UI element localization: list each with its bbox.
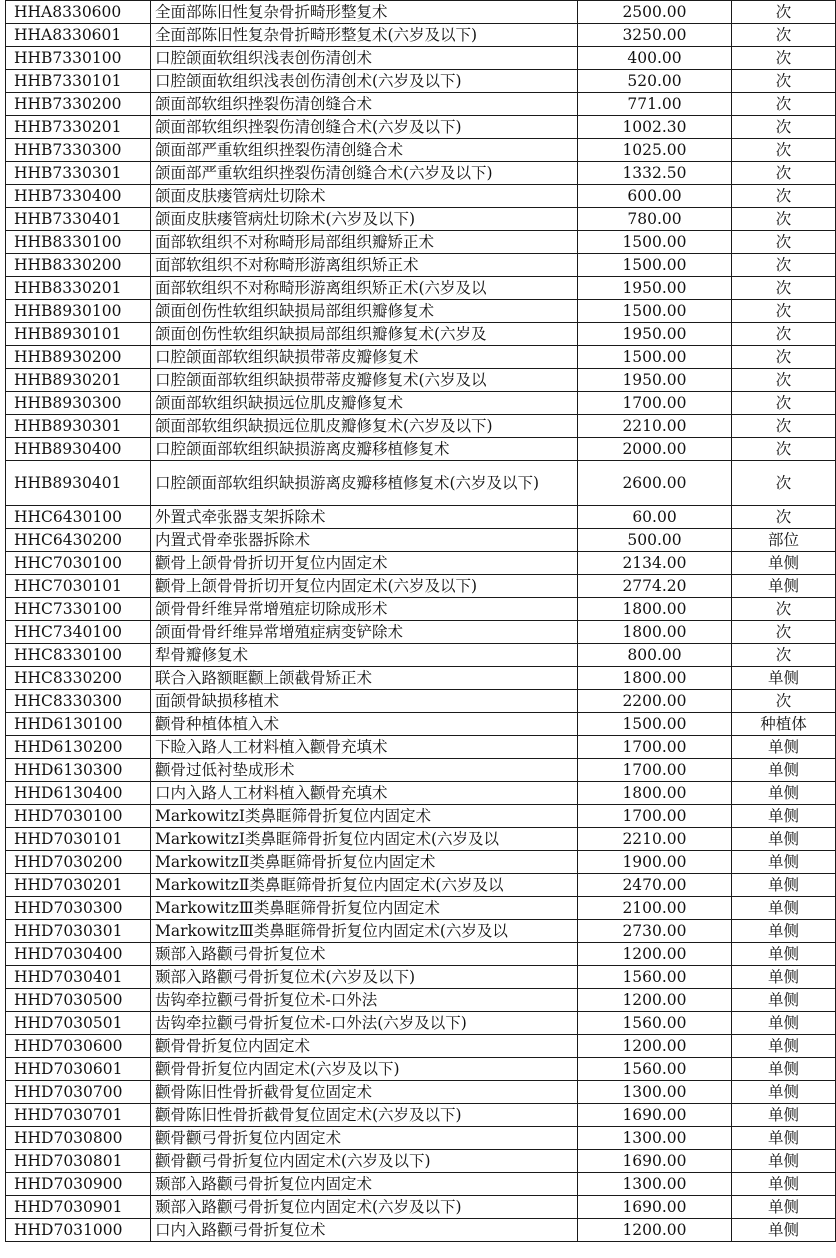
item-name-cell: 颧骨上颌骨骨折切开复位内固定术(六岁及以下) (151, 575, 578, 598)
table-row (6, 1150, 836, 1173)
item-name-cell: MarkowitzⅡ类鼻眶筛骨折复位内固定术(六岁及以 (151, 874, 578, 897)
item-name-cell: 口内入路人工材料植入颧骨充填术 (151, 782, 578, 805)
table-row (6, 644, 836, 667)
item-price-cell: 1690.00 (578, 1150, 732, 1173)
item-name-cell: 面部软组织不对称畸形游离组织矫正术 (151, 254, 578, 277)
item-unit-cell: 次 (732, 415, 836, 438)
item-unit-cell: 单侧 (732, 782, 836, 805)
item-price-cell: 1950.00 (578, 323, 732, 346)
item-unit-cell: 单侧 (732, 552, 836, 575)
item-price-cell: 2134.00 (578, 552, 732, 575)
item-code-cell: HHC8330100 (6, 644, 151, 667)
item-price-cell: 1025.00 (578, 139, 732, 162)
item-code-cell: HHD6130100 (6, 713, 151, 736)
table-row (6, 552, 836, 575)
item-name-cell: 颌面部严重软组织挫裂伤清创缝合术 (151, 139, 578, 162)
item-unit-cell: 单侧 (732, 966, 836, 989)
item-price-cell: 2600.00 (578, 461, 732, 506)
item-price-cell: 2730.00 (578, 920, 732, 943)
table-row (6, 369, 836, 392)
item-unit-cell: 次 (732, 461, 836, 506)
item-code-cell: HHD6130400 (6, 782, 151, 805)
item-unit-cell: 次 (732, 392, 836, 415)
item-code-cell: HHD7030100 (6, 805, 151, 828)
table-row (6, 1173, 836, 1196)
table-row (6, 667, 836, 690)
item-unit-cell: 次 (732, 277, 836, 300)
item-name-cell: 颧骨过低衬垫成形术 (151, 759, 578, 782)
table-row (6, 1, 836, 24)
item-unit-cell: 单侧 (732, 759, 836, 782)
item-price-cell: 1560.00 (578, 1012, 732, 1035)
table-row (6, 943, 836, 966)
item-unit-cell: 单侧 (732, 1012, 836, 1035)
item-name-cell: 颧骨上颌骨骨折切开复位内固定术 (151, 552, 578, 575)
item-name-cell: 颌面创伤性软组织缺损局部组织瓣修复术(六岁及 (151, 323, 578, 346)
item-name-cell: 颌面部软组织挫裂伤清创缝合术 (151, 93, 578, 116)
item-price-cell: 2200.00 (578, 690, 732, 713)
item-code-cell: HHB7330401 (6, 208, 151, 231)
item-name-cell: 颌面皮肤瘘管病灶切除术(六岁及以下) (151, 208, 578, 231)
item-unit-cell: 单侧 (732, 667, 836, 690)
item-name-cell: 外置式牵张器支架拆除术 (151, 506, 578, 529)
table-row (6, 346, 836, 369)
item-unit-cell: 次 (732, 116, 836, 139)
item-unit-cell: 单侧 (732, 920, 836, 943)
item-code-cell: HHD7030700 (6, 1081, 151, 1104)
item-name-cell: 颧骨陈旧性骨折截骨复位固定术 (151, 1081, 578, 1104)
item-price-cell: 600.00 (578, 185, 732, 208)
item-name-cell: MarkowitzⅠ类鼻眶筛骨折复位内固定术 (151, 805, 578, 828)
item-name-cell: 面部软组织不对称畸形局部组织瓣矫正术 (151, 231, 578, 254)
item-price-cell: 1900.00 (578, 851, 732, 874)
item-code-cell: HHB7330300 (6, 139, 151, 162)
table-row (6, 1104, 836, 1127)
item-code-cell: HHC7030101 (6, 575, 151, 598)
item-name-cell: MarkowitzⅡ类鼻眶筛骨折复位内固定术 (151, 851, 578, 874)
table-row (6, 1127, 836, 1150)
item-unit-cell: 单侧 (732, 575, 836, 598)
item-price-cell: 1300.00 (578, 1081, 732, 1104)
item-code-cell: HHB8930100 (6, 300, 151, 323)
item-price-cell: 1800.00 (578, 782, 732, 805)
item-name-cell: 颌面部严重软组织挫裂伤清创缝合术(六岁及以下) (151, 162, 578, 185)
item-name-cell: 颌面创伤性软组织缺损局部组织瓣修复术 (151, 300, 578, 323)
item-unit-cell: 单侧 (732, 1127, 836, 1150)
item-unit-cell: 次 (732, 369, 836, 392)
item-price-cell: 1700.00 (578, 805, 732, 828)
item-code-cell: HHC6430200 (6, 529, 151, 552)
table-row (6, 782, 836, 805)
table-row (6, 24, 836, 47)
item-price-cell: 780.00 (578, 208, 732, 231)
item-code-cell: HHD7030600 (6, 1035, 151, 1058)
item-code-cell: HHD6130200 (6, 736, 151, 759)
item-code-cell: HHC7030100 (6, 552, 151, 575)
table-row (6, 713, 836, 736)
item-code-cell: HHD7030900 (6, 1173, 151, 1196)
item-unit-cell: 单侧 (732, 851, 836, 874)
item-price-cell: 1500.00 (578, 254, 732, 277)
item-code-cell: HHD7030301 (6, 920, 151, 943)
item-name-cell: 颌面骨骨纤维异常增殖症病变铲除术 (151, 621, 578, 644)
item-price-cell: 2774.20 (578, 575, 732, 598)
item-price-cell: 1690.00 (578, 1104, 732, 1127)
item-code-cell: HHB8930300 (6, 392, 151, 415)
item-unit-cell: 次 (732, 93, 836, 116)
table-row (6, 851, 836, 874)
item-unit-cell: 次 (732, 346, 836, 369)
item-code-cell: HHD7031000 (6, 1219, 151, 1242)
item-unit-cell: 次 (732, 621, 836, 644)
item-code-cell: HHA8330601 (6, 24, 151, 47)
item-code-cell: HHC7330100 (6, 598, 151, 621)
item-code-cell: HHB7330301 (6, 162, 151, 185)
item-code-cell: HHD7030101 (6, 828, 151, 851)
table-row (6, 966, 836, 989)
item-code-cell: HHD7030500 (6, 989, 151, 1012)
item-unit-cell: 单侧 (732, 1104, 836, 1127)
item-unit-cell: 次 (732, 231, 836, 254)
item-code-cell: HHC7340100 (6, 621, 151, 644)
table-row (6, 1219, 836, 1242)
item-name-cell: 颧骨陈旧性骨折截骨复位固定术(六岁及以下) (151, 1104, 578, 1127)
item-name-cell: 颧骨颧弓骨折复位内固定术 (151, 1127, 578, 1150)
item-code-cell: HHC6430100 (6, 506, 151, 529)
item-name-cell: 口腔颌面软组织浅表创伤清创术 (151, 47, 578, 70)
item-unit-cell: 次 (732, 690, 836, 713)
item-price-cell: 1500.00 (578, 231, 732, 254)
item-name-cell: 颌面部软组织缺损远位肌皮瓣修复术 (151, 392, 578, 415)
item-price-cell: 1800.00 (578, 598, 732, 621)
item-price-cell: 1002.30 (578, 116, 732, 139)
item-name-cell: 颞部入路颧弓骨折复位内固定术(六岁及以下) (151, 1196, 578, 1219)
item-code-cell: HHC8330200 (6, 667, 151, 690)
table-row (6, 277, 836, 300)
table-row (6, 736, 836, 759)
table-body (6, 1, 836, 1242)
item-price-cell: 1800.00 (578, 621, 732, 644)
item-code-cell: HHB8930200 (6, 346, 151, 369)
item-code-cell: HHA8330600 (6, 1, 151, 24)
item-code-cell: HHB7330400 (6, 185, 151, 208)
item-price-cell: 1500.00 (578, 713, 732, 736)
item-name-cell: 内置式骨牵张器拆除术 (151, 529, 578, 552)
item-unit-cell: 种植体 (732, 713, 836, 736)
item-code-cell: HHD7030400 (6, 943, 151, 966)
item-price-cell: 520.00 (578, 70, 732, 93)
table-row (6, 989, 836, 1012)
item-price-cell: 2000.00 (578, 438, 732, 461)
item-code-cell: HHD7030300 (6, 897, 151, 920)
item-code-cell: HHD7030200 (6, 851, 151, 874)
table-row (6, 575, 836, 598)
item-unit-cell: 单侧 (732, 989, 836, 1012)
table-row (6, 254, 836, 277)
item-code-cell: HHB8930201 (6, 369, 151, 392)
item-unit-cell: 次 (732, 323, 836, 346)
table-row (6, 415, 836, 438)
table-row (6, 438, 836, 461)
item-unit-cell: 次 (732, 70, 836, 93)
item-name-cell: 颧骨种植体植入术 (151, 713, 578, 736)
item-unit-cell: 次 (732, 300, 836, 323)
item-name-cell: 颌骨骨纤维异常增殖症切除成形术 (151, 598, 578, 621)
item-name-cell: 全面部陈旧性复杂骨折畸形整复术 (151, 1, 578, 24)
item-name-cell: MarkowitzⅢ类鼻眶筛骨折复位内固定术(六岁及以 (151, 920, 578, 943)
item-unit-cell: 次 (732, 506, 836, 529)
item-code-cell: HHD7030800 (6, 1127, 151, 1150)
table-row (6, 1035, 836, 1058)
item-code-cell: HHB8330200 (6, 254, 151, 277)
item-unit-cell: 单侧 (732, 1058, 836, 1081)
item-price-cell: 2100.00 (578, 897, 732, 920)
item-name-cell: 口腔颌面部软组织缺损带蒂皮瓣修复术 (151, 346, 578, 369)
item-unit-cell: 次 (732, 162, 836, 185)
item-unit-cell: 次 (732, 598, 836, 621)
item-code-cell: HHD7030601 (6, 1058, 151, 1081)
item-unit-cell: 次 (732, 1, 836, 24)
item-price-cell: 1200.00 (578, 1219, 732, 1242)
table-row (6, 323, 836, 346)
item-code-cell: HHD7030401 (6, 966, 151, 989)
table-row (6, 805, 836, 828)
item-code-cell: HHB7330201 (6, 116, 151, 139)
item-code-cell: HHB8930101 (6, 323, 151, 346)
item-price-cell: 500.00 (578, 529, 732, 552)
item-price-cell: 2500.00 (578, 1, 732, 24)
item-name-cell: 颧骨骨折复位内固定术 (151, 1035, 578, 1058)
item-name-cell: 口腔颌面软组织浅表创伤清创术(六岁及以下) (151, 70, 578, 93)
item-code-cell: HHD7030901 (6, 1196, 151, 1219)
item-price-cell: 1300.00 (578, 1173, 732, 1196)
item-unit-cell: 次 (732, 208, 836, 231)
table-row (6, 461, 836, 506)
item-code-cell: HHD7030701 (6, 1104, 151, 1127)
item-code-cell: HHB7330200 (6, 93, 151, 116)
item-price-cell: 1700.00 (578, 759, 732, 782)
item-price-cell: 1300.00 (578, 1127, 732, 1150)
table-row (6, 506, 836, 529)
item-name-cell: 口腔颌面部软组织缺损游离皮瓣移植修复术(六岁及以下) (151, 461, 578, 506)
item-unit-cell: 单侧 (732, 1173, 836, 1196)
item-price-cell: 1950.00 (578, 277, 732, 300)
item-price-cell: 400.00 (578, 47, 732, 70)
item-name-cell: 全面部陈旧性复杂骨折畸形整复术(六岁及以下) (151, 24, 578, 47)
table-row (6, 690, 836, 713)
item-price-cell: 3250.00 (578, 24, 732, 47)
item-name-cell: 颞部入路颧弓骨折复位术 (151, 943, 578, 966)
item-unit-cell: 单侧 (732, 1196, 836, 1219)
table-row (6, 208, 836, 231)
item-price-cell: 60.00 (578, 506, 732, 529)
table-row (6, 70, 836, 93)
item-name-cell: 颌面皮肤瘘管病灶切除术 (151, 185, 578, 208)
item-price-cell: 1332.50 (578, 162, 732, 185)
item-name-cell: 齿钩牵拉颧弓骨折复位术-口外法 (151, 989, 578, 1012)
item-price-cell: 2210.00 (578, 828, 732, 851)
table-row (6, 1012, 836, 1035)
item-unit-cell: 部位 (732, 529, 836, 552)
item-unit-cell: 单侧 (732, 874, 836, 897)
item-name-cell: 颌面部软组织缺损远位肌皮瓣修复术(六岁及以下) (151, 415, 578, 438)
item-name-cell: MarkowitzⅠ类鼻眶筛骨折复位内固定术(六岁及以 (151, 828, 578, 851)
item-code-cell: HHD7030201 (6, 874, 151, 897)
table-row (6, 162, 836, 185)
table-row (6, 93, 836, 116)
item-name-cell: 口内入路颧弓骨折复位术 (151, 1219, 578, 1242)
item-unit-cell: 次 (732, 644, 836, 667)
item-unit-cell: 次 (732, 47, 836, 70)
table-row (6, 1196, 836, 1219)
table-row (6, 874, 836, 897)
item-price-cell: 1200.00 (578, 943, 732, 966)
item-name-cell: 面部软组织不对称畸形游离组织矫正术(六岁及以 (151, 277, 578, 300)
item-price-cell: 771.00 (578, 93, 732, 116)
item-unit-cell: 单侧 (732, 805, 836, 828)
item-price-cell: 1700.00 (578, 736, 732, 759)
item-name-cell: 颌面部软组织挫裂伤清创缝合术(六岁及以下) (151, 116, 578, 139)
item-price-cell: 2210.00 (578, 415, 732, 438)
table-row (6, 621, 836, 644)
table-row (6, 897, 836, 920)
item-unit-cell: 单侧 (732, 736, 836, 759)
item-price-cell: 800.00 (578, 644, 732, 667)
item-name-cell: 颞部入路颧弓骨折复位术(六岁及以下) (151, 966, 578, 989)
item-name-cell: 口腔颌面部软组织缺损带蒂皮瓣修复术(六岁及以 (151, 369, 578, 392)
item-price-cell: 2470.00 (578, 874, 732, 897)
table-row (6, 1081, 836, 1104)
item-code-cell: HHD7030501 (6, 1012, 151, 1035)
item-price-cell: 1500.00 (578, 300, 732, 323)
item-unit-cell: 单侧 (732, 1150, 836, 1173)
table-row (6, 139, 836, 162)
table-row (6, 529, 836, 552)
item-name-cell: 颧骨颧弓骨折复位内固定术(六岁及以下) (151, 1150, 578, 1173)
item-unit-cell: 次 (732, 185, 836, 208)
table-row (6, 116, 836, 139)
item-name-cell: 犁骨瓣修复术 (151, 644, 578, 667)
item-code-cell: HHB8330100 (6, 231, 151, 254)
item-unit-cell: 单侧 (732, 1219, 836, 1242)
table-row (6, 392, 836, 415)
item-price-cell: 1560.00 (578, 1058, 732, 1081)
item-name-cell: 下睑入路人工材料植入颧骨充填术 (151, 736, 578, 759)
item-price-cell: 1700.00 (578, 392, 732, 415)
item-name-cell: 齿钩牵拉颧弓骨折复位术-口外法(六岁及以下) (151, 1012, 578, 1035)
item-price-cell: 1500.00 (578, 346, 732, 369)
table-row (6, 300, 836, 323)
item-price-cell: 1200.00 (578, 1035, 732, 1058)
item-price-cell: 1690.00 (578, 1196, 732, 1219)
item-code-cell: HHB8330201 (6, 277, 151, 300)
price-table (5, 0, 836, 1242)
item-code-cell: HHB7330101 (6, 70, 151, 93)
item-price-cell: 1560.00 (578, 966, 732, 989)
item-unit-cell: 次 (732, 24, 836, 47)
table-row (6, 1058, 836, 1081)
item-code-cell: HHD6130300 (6, 759, 151, 782)
table-row (6, 759, 836, 782)
item-name-cell: 颧骨骨折复位内固定术(六岁及以下) (151, 1058, 578, 1081)
item-unit-cell: 次 (732, 139, 836, 162)
item-code-cell: HHC8330300 (6, 690, 151, 713)
item-code-cell: HHB8930401 (6, 461, 151, 506)
item-name-cell: MarkowitzⅢ类鼻眶筛骨折复位内固定术 (151, 897, 578, 920)
item-name-cell: 颞部入路颧弓骨折复位内固定术 (151, 1173, 578, 1196)
table-row (6, 920, 836, 943)
item-name-cell: 面颌骨缺损移植术 (151, 690, 578, 713)
item-unit-cell: 单侧 (732, 943, 836, 966)
item-price-cell: 1950.00 (578, 369, 732, 392)
item-unit-cell: 单侧 (732, 897, 836, 920)
table-row (6, 185, 836, 208)
item-code-cell: HHB8930400 (6, 438, 151, 461)
item-unit-cell: 单侧 (732, 1035, 836, 1058)
table-row (6, 47, 836, 70)
item-name-cell: 联合入路额眶颧上颌截骨矫正术 (151, 667, 578, 690)
item-unit-cell: 单侧 (732, 828, 836, 851)
item-unit-cell: 次 (732, 438, 836, 461)
item-code-cell: HHB8930301 (6, 415, 151, 438)
item-unit-cell: 单侧 (732, 1081, 836, 1104)
item-price-cell: 1800.00 (578, 667, 732, 690)
item-code-cell: HHB7330100 (6, 47, 151, 70)
item-price-cell: 1200.00 (578, 989, 732, 1012)
table-row (6, 598, 836, 621)
table-row (6, 828, 836, 851)
table-row (6, 231, 836, 254)
item-unit-cell: 次 (732, 254, 836, 277)
item-name-cell: 口腔颌面部软组织缺损游离皮瓣移植修复术 (151, 438, 578, 461)
item-code-cell: HHD7030801 (6, 1150, 151, 1173)
